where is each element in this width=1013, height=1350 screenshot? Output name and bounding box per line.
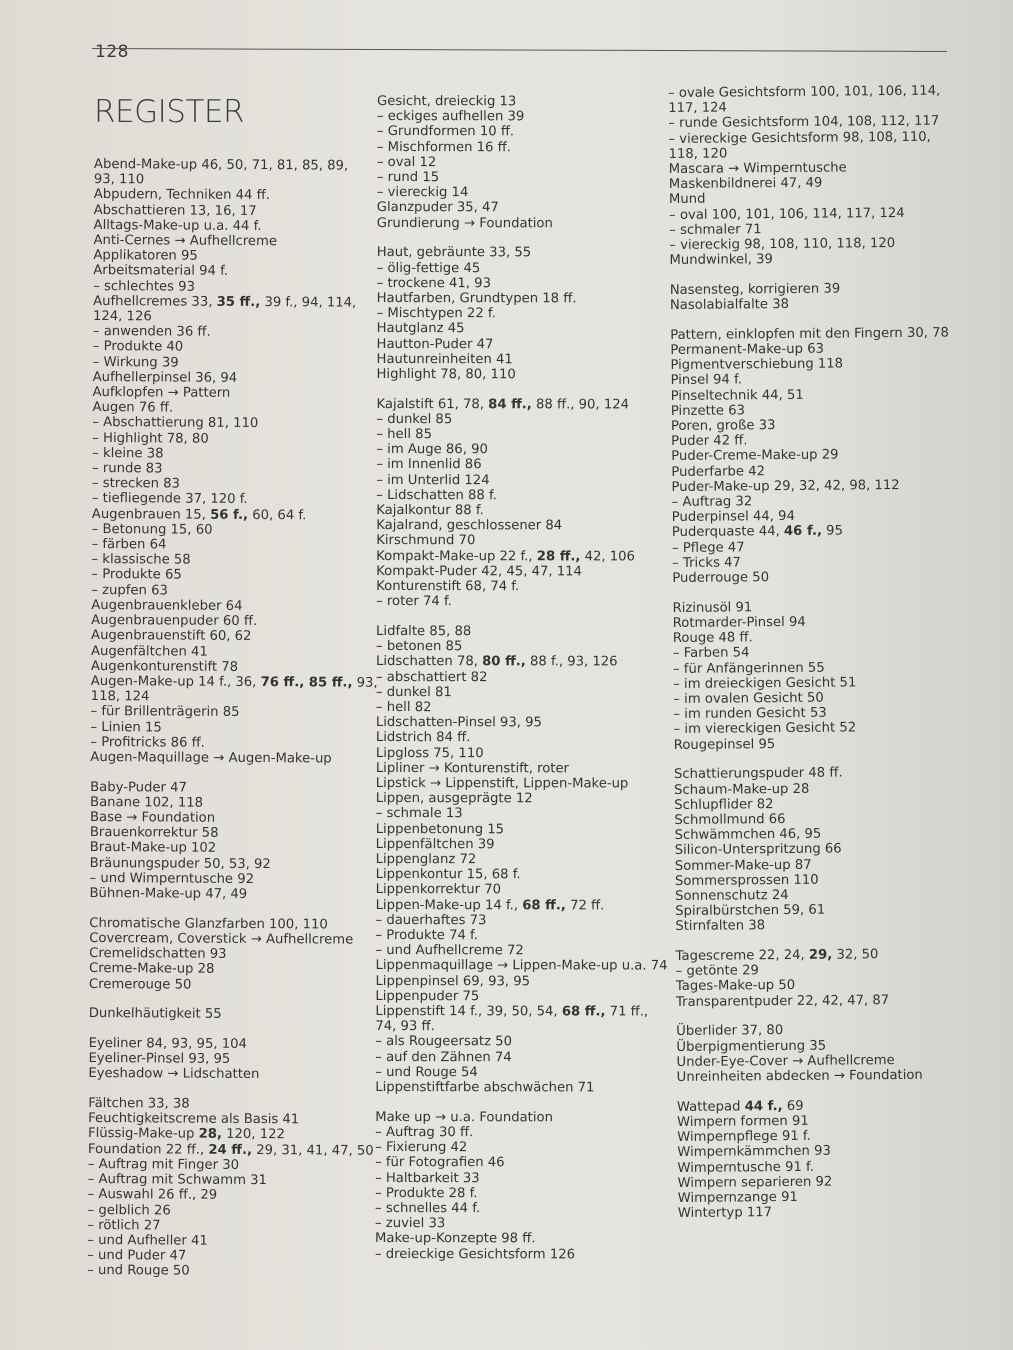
index-entry: Puder-Make-up 29, 32, 42, 98, 112	[671, 477, 900, 495]
index-entry: Augen 76 ff.	[92, 400, 174, 416]
index-entry: Flüssig-Make-up 28, 120, 122	[87, 1126, 285, 1143]
index-letter-group	[89, 916, 359, 994]
index-entry: Wimpernzange 91	[677, 1189, 798, 1206]
index-subentry: – rund 15	[376, 170, 440, 186]
index-subentry: – Produkte 28 f.	[375, 1185, 478, 1201]
index-entry: Kajalrand, geschlossener 84	[376, 518, 563, 534]
index-entry: Augen-Make-up 14 f., 36, 76 ff., 85 ff., 93,	[90, 673, 378, 691]
index-subentry: – zupfen 63	[91, 582, 168, 599]
index-subentry: – rötlich 27	[87, 1217, 161, 1234]
index-subentry: – Auftrag 30 ff.	[375, 1124, 474, 1141]
index-entry: Sommer-Make-up 87	[674, 857, 812, 874]
index-subentry: – dunkel 81	[375, 684, 452, 700]
index-subentry: – betonen 85	[376, 639, 463, 655]
index-column-1	[87, 157, 378, 1295]
index-entry: Mund	[668, 192, 706, 208]
index-subentry: – eckiges aufhellen 39	[376, 109, 525, 125]
index-entry: Augenfältchen 41	[90, 643, 208, 660]
index-subentry: – getönte 29	[675, 963, 759, 980]
index-entry: Chromatische Glanzfarben 100, 110	[89, 915, 328, 933]
index-letter-group	[668, 84, 950, 269]
index-letter-group	[376, 245, 641, 382]
index-entry: Bräunungspuder 50, 53, 92	[89, 855, 271, 872]
index-subentry: – zuviel 33	[375, 1216, 446, 1232]
index-entry: Nasensteg, korrigieren 39	[669, 281, 841, 298]
index-subentry: – Produkte 74 f.	[375, 928, 478, 944]
index-subentry: – Mischformen 16 ff.	[376, 139, 511, 155]
index-subentry: – und Rouge 54	[375, 1064, 478, 1081]
index-entry: Lippenpinsel 69, 93, 95	[375, 973, 531, 989]
index-letter-group	[377, 94, 642, 231]
index-entry: Hautunreinheiten 41	[376, 351, 513, 367]
index-entry: Nasolabialfalte 38	[669, 297, 790, 314]
index-subentry: – als Rougeersatz 50	[375, 1034, 512, 1050]
index-entry: Kirschmund 70	[376, 533, 476, 549]
index-entry: Lipstick → Lippenstift, Lippen-Make-up	[375, 776, 629, 792]
index-entry: Augenbrauenkleber 64	[91, 597, 243, 614]
index-subentry: – anwenden 36 ff.	[92, 324, 211, 340]
index-subentry: – schmaler 71	[669, 222, 762, 238]
index-entry: Wimpernkämmchen 93	[677, 1143, 831, 1161]
index-entry: Abschattieren 13, 16, 17	[93, 202, 257, 219]
index-subentry: – im Unterlid 124	[376, 472, 490, 488]
index-entry: Lippen-Make-up 14 f., 68 ff., 72 ff.	[375, 897, 605, 914]
index-subentry: – im Innenlid 86	[376, 457, 482, 473]
index-entry: Lippenmaquillage → Lippen-Make-up u.a. 74	[375, 958, 668, 974]
index-entry: Banane 102, 118	[90, 794, 204, 811]
index-subentry: – Auftrag 32	[671, 494, 753, 511]
index-subentry: – hell 82	[375, 700, 432, 716]
index-entry: Wimperntusche 91 f.	[677, 1159, 814, 1176]
index-entry: Lippen, ausgeprägte 12	[375, 791, 533, 807]
index-entry: Feuchtigkeitscreme als Basis 41	[88, 1111, 300, 1128]
index-subentry: – im runden Gesicht 53	[673, 705, 827, 723]
index-letter-group	[88, 1036, 358, 1083]
index-letter-group	[89, 780, 360, 903]
index-subentry: – Tricks 47	[672, 555, 741, 571]
index-subentry: – im ovalen Gesicht 50	[673, 690, 824, 707]
index-entry: Bühnen-Make-up 47, 49	[89, 886, 248, 902]
index-letter-group	[670, 325, 952, 586]
index-subentry: – hell 85	[376, 427, 432, 443]
index-letter-group	[375, 1110, 640, 1262]
index-subentry: – Produkte 40	[92, 339, 184, 355]
index-subentry: – ölig-fettige 45	[376, 260, 481, 276]
index-subentry: – im Auge 86, 90	[376, 442, 488, 458]
index-subentry: – gelblich 26	[87, 1202, 171, 1218]
index-entry: Abend-Make-up 46, 50, 71, 81, 85, 89,	[93, 157, 349, 174]
index-subentry: – Auswahl 26 ff., 29	[87, 1187, 218, 1204]
index-entry: Spiralbürstchen 59, 61	[675, 902, 826, 920]
index-entry: Tagescreme 22, 24, 29, 32, 50	[675, 947, 879, 965]
index-entry: Wintertyp 117	[677, 1205, 773, 1222]
index-entry: Unreinheiten abdecken → Foundation	[676, 1067, 923, 1085]
index-entry: Lippenbetonung 15	[375, 821, 505, 837]
index-entry: Schattierungspuder 48 ff.	[673, 765, 843, 783]
index-entry: Permanent-Make-up 63	[670, 341, 825, 359]
index-entry: Augenbrauen 15, 56 f., 60, 64 f.	[91, 506, 307, 523]
index-entry: Eyeshadow → Lidschatten	[88, 1066, 260, 1083]
index-entry: Lidschatten-Pinsel 93, 95	[375, 715, 542, 731]
index-subentry: – Linien 15	[90, 719, 162, 735]
index-letter-group	[670, 280, 950, 313]
index-entry: Transparentpuder 22, 42, 47, 87	[675, 992, 890, 1010]
index-entry: Poren, große 33	[670, 418, 776, 435]
index-entry: Schaum-Make-up 28	[674, 781, 810, 798]
index-subentry: – für Anfängerinnen 55	[673, 660, 825, 677]
index-subentry: – Wirkung 39	[92, 354, 179, 371]
index-entry: Kompakt-Make-up 22 f., 28 ff., 42, 106	[376, 548, 635, 565]
index-entry: Rougepinsel 95	[673, 736, 776, 753]
index-entry: 118, 120	[668, 146, 728, 162]
index-entry: Pigmentverschiebung 118	[670, 356, 844, 374]
index-entry: Cremerouge 50	[88, 976, 192, 993]
index-entry: Hautton-Puder 47	[376, 336, 494, 352]
index-entry: Sommersprossen 110	[674, 872, 819, 889]
index-entry: Wimpernpflege 91 f.	[677, 1128, 811, 1146]
index-subentry: – viereckige Gesichtsform 98, 108, 110,	[668, 129, 931, 147]
index-entry: Braut-Make-up 102	[89, 840, 217, 857]
index-letter-group	[375, 623, 668, 1096]
index-entry: Baby-Puder 47	[90, 779, 187, 796]
index-entry: 118, 124	[90, 689, 150, 705]
header-rule	[92, 48, 947, 52]
index-entry: Anti-Cernes → Aufhellcreme	[93, 233, 278, 250]
index-subentry: – runde Gesichtsform 104, 108, 112, 117	[668, 114, 940, 132]
index-entry: Puderrouge 50	[672, 570, 770, 587]
index-entry: Make-up-Konzepte 98 ff.	[374, 1231, 536, 1247]
index-entry: Augenkonturenstift 78	[90, 658, 239, 675]
index-entry: Pattern, einklopfen mit den Fingern 30, 78	[670, 325, 949, 343]
index-entry: Pinzette 63	[670, 403, 746, 419]
index-subentry: – Fixierung 42	[375, 1140, 468, 1156]
index-entry: Hautglanz 45	[376, 321, 465, 337]
index-entry: Glanzpuder 35, 47	[376, 200, 499, 216]
index-subentry: – Lidschatten 88 f.	[376, 487, 497, 504]
index-subentry: – und Puder 47	[87, 1248, 187, 1264]
index-entry: Gesicht, dreieckig 13	[376, 94, 517, 110]
index-entry: Silicon-Unterspritzung 66	[674, 841, 842, 859]
index-subentry: – auf den Zähnen 74	[375, 1049, 512, 1065]
index-subentry: – Farben 54	[672, 645, 750, 662]
index-entry: Puder 42 ff.	[671, 433, 748, 450]
index-entry: Eyeliner 84, 93, 95, 104	[88, 1035, 247, 1052]
index-subentry: – Pflege 47	[671, 540, 745, 556]
index-letter-group	[376, 397, 641, 610]
index-subentry: – Auftrag mit Schwamm 31	[87, 1172, 267, 1189]
index-entry: Lippenpuder 75	[375, 988, 480, 1005]
index-entry: Überpigmentierung 35	[676, 1038, 827, 1055]
index-subentry: – ovale Gesichtsform 100, 101, 106, 114,	[668, 83, 941, 101]
index-entry: Rizinusöl 91	[672, 600, 753, 616]
index-subentry: – viereckig 98, 108, 110, 118, 120	[669, 236, 896, 254]
index-subentry: – oval 12	[376, 154, 437, 170]
index-entry: Mascara → Wimperntusche	[668, 160, 847, 178]
index-entry: Arbeitsmaterial 94 f.	[93, 263, 229, 280]
index-subentry: – Betonung 15, 60	[91, 521, 213, 538]
index-subentry: – tiefliegende 37, 120 f.	[91, 491, 248, 508]
index-entry: Eyeliner-Pinsel 93, 95	[88, 1051, 231, 1068]
index-subentry: – für Brillenträgerin 85	[90, 704, 240, 721]
index-entry: Puderfarbe 42	[671, 463, 766, 480]
index-entry: Lippenkontur 15, 68 f.	[375, 867, 521, 883]
index-entry: Make up → u.a. Foundation	[375, 1109, 553, 1126]
index-entry: Schlupflider 82	[674, 796, 774, 813]
index-letter-group	[87, 1096, 374, 1280]
index-entry: Augenbrauenstift 60, 62	[91, 628, 252, 645]
index-entry: Lippenglanz 72	[375, 852, 477, 868]
index-letter-group	[89, 1006, 359, 1023]
index-letter-group	[676, 947, 957, 1010]
index-subentry: – für Fotografien 46	[375, 1155, 505, 1171]
index-letter-group	[674, 765, 955, 935]
index-entry: Mundwinkel, 39	[669, 252, 773, 269]
index-entry: Lipgloss 75, 110	[375, 745, 484, 761]
index-entry: Lippenstiftfarbe abschwächen 71	[375, 1080, 595, 1096]
index-subentry: – Profitricks 86 ff.	[90, 734, 205, 751]
index-subentry: – Highlight 78, 80	[92, 430, 209, 447]
index-letter-group	[677, 1097, 958, 1221]
index-entry: Maskenbildnerei 47, 49	[668, 175, 823, 193]
index-letter-group	[90, 157, 378, 767]
index-subentry: – dunkel 85	[376, 411, 453, 427]
index-entry: Under-Eye-Cover → Aufhellcreme	[676, 1052, 895, 1070]
index-entry: Covercream, Coverstick → Aufhellcreme	[89, 930, 354, 948]
index-entry: Foundation 22 ff., 24 ff., 29, 31, 41, 47, 50	[87, 1141, 374, 1159]
index-entry: Base → Foundation	[89, 810, 216, 826]
index-subentry: – färben 64	[91, 537, 167, 553]
index-subentry: – klassische 58	[91, 552, 191, 568]
index-entry: Puderpinsel 44, 94	[671, 509, 796, 526]
index-entry: Rouge 48 ff.	[672, 630, 753, 647]
index-letter-group	[676, 1022, 957, 1085]
index-entry: Haut, gebräunte 33, 55	[376, 245, 532, 261]
index-entry: Highlight 78, 80, 110	[376, 366, 516, 383]
index-subentry: – trockene 41, 93	[376, 275, 491, 291]
index-entry: Puder-Creme-Make-up 29	[671, 447, 839, 465]
index-subentry: – dreieckige Gesichtsform 126	[374, 1246, 576, 1262]
index-subentry: – und Aufhellcreme 72	[375, 943, 524, 959]
index-entry: Alltags-Make-up u.a. 44 f.	[93, 217, 262, 234]
index-entry: Abpudern, Techniken 44 ff.	[93, 187, 270, 204]
index-entry: Aufhellerpinsel 36, 94	[92, 369, 238, 386]
index-entry: 74, 93 ff.	[375, 1019, 435, 1035]
index-entry: Stirnfalten 38	[675, 918, 766, 935]
index-subentry: – roter 74 f.	[376, 594, 452, 610]
index-entry: Rotmarder-Pinsel 94	[672, 614, 806, 631]
page-number: 128	[95, 42, 129, 62]
index-entry: Wimpern separieren 92	[677, 1174, 833, 1191]
index-entry: Lippenkorrektur 70	[375, 882, 502, 898]
index-entry: Überlider 37, 80	[676, 1023, 784, 1040]
index-entry: Cremelidschatten 93	[89, 946, 227, 962]
index-entry: Schwämmchen 46, 95	[674, 826, 822, 844]
index-entry: Hautfarben, Grundtypen 18 ff.	[376, 290, 577, 307]
index-entry: Lippenstift 14 f., 39, 50, 54, 68 ff., 71 ff.,	[375, 1004, 649, 1020]
index-entry: Lidschatten 78, 80 ff., 88 f., 93, 126	[375, 654, 618, 670]
index-subentry: – Auftrag mit Finger 30	[87, 1156, 240, 1173]
index-subentry: – Mischtypen 22 f.	[376, 306, 496, 322]
index-subentry: – schmale 13	[375, 806, 463, 822]
index-subentry: – Grundformen 10 ff.	[376, 124, 515, 140]
index-entry: Augenbrauenpuder 60 ff.	[91, 613, 258, 630]
index-subentry: – und Aufheller 41	[87, 1232, 208, 1249]
index-subentry: – viereckig 14	[376, 185, 469, 201]
page-title: REGISTER	[94, 94, 245, 130]
index-entry: Lippenfältchen 39	[375, 836, 495, 853]
index-entry: Pinseltechnik 44, 51	[670, 387, 804, 404]
index-subentry: – runde 83	[92, 461, 163, 477]
index-entry: Lidstrich 84 ff.	[375, 730, 471, 746]
index-entry: 124, 126	[92, 309, 152, 325]
index-subentry: – abschattiert 82	[375, 669, 488, 685]
index-entry: Pinsel 94 f.	[670, 372, 743, 389]
index-subentry: – Abschattierung 81, 110	[92, 415, 259, 432]
index-subentry: – schnelles 44 f.	[375, 1201, 481, 1217]
index-entry: Grundierung → Foundation	[376, 215, 553, 231]
index-column-3	[668, 84, 958, 1236]
index-entry: Augen-Maquillage → Augen-Make-up	[90, 749, 332, 767]
index-entry: Fältchen 33, 38	[88, 1096, 190, 1112]
index-entry: Wattepad 44 f., 69	[676, 1098, 804, 1115]
index-subentry: – schlechtes 93	[93, 278, 196, 295]
index-entry: Kajalkontur 88 f.	[376, 503, 484, 519]
index-subentry: – im viereckigen Gesicht 52	[673, 720, 857, 738]
index-entry: Lipliner → Konturenstift, roter	[375, 760, 570, 777]
index-subentry: – dauerhaftes 73	[375, 912, 487, 929]
index-subentry: – im dreieckigen Gesicht 51	[673, 675, 857, 692]
index-entry: Creme-Make-up 28	[88, 961, 215, 978]
index-subentry: – Haltbarkeit 33	[375, 1170, 480, 1186]
index-entry: Lidfalte 85, 88	[376, 623, 472, 640]
index-column-2	[374, 94, 668, 1277]
index-entry: Dunkelhäutigkeit 55	[88, 1006, 222, 1023]
index-entry: Schmollmund 66	[674, 811, 786, 828]
index-entry: Kajalstift 61, 78, 84 ff., 88 ff., 90, 124	[376, 396, 630, 413]
index-letter-group	[672, 598, 953, 752]
index-entry: 117, 124	[668, 100, 727, 117]
index-entry: Sonnenschutz 24	[675, 887, 789, 904]
index-subentry: – und Rouge 50	[87, 1263, 190, 1279]
index-entry: Puderquaste 44, 46 f., 95	[671, 523, 844, 541]
index-entry: Aufklopfen → Pattern	[92, 385, 231, 401]
index-entry: Konturenstift 68, 74 f.	[376, 579, 520, 595]
index-entry: Brauenkorrektur 58	[89, 825, 219, 842]
index-subentry: – und Wimperntusche 92	[89, 870, 255, 887]
index-subentry: – kleine 38	[92, 445, 164, 462]
index-entry: Tages-Make-up 50	[675, 978, 796, 995]
index-entry: 93, 110	[93, 172, 145, 188]
index-subentry: – strecken 83	[91, 476, 180, 492]
index-subentry: – Produkte 65	[91, 567, 182, 584]
index-entry: Wimpern formen 91	[676, 1113, 809, 1130]
index-subentry: – oval 100, 101, 106, 114, 117, 124	[669, 205, 905, 223]
index-entry: Aufhellcremes 33, 35 ff., 39 f., 94, 114,	[93, 293, 357, 311]
index-entry: Applikatoren 95	[93, 248, 198, 264]
index-entry: Kompakt-Puder 42, 45, 47, 114	[376, 563, 582, 580]
